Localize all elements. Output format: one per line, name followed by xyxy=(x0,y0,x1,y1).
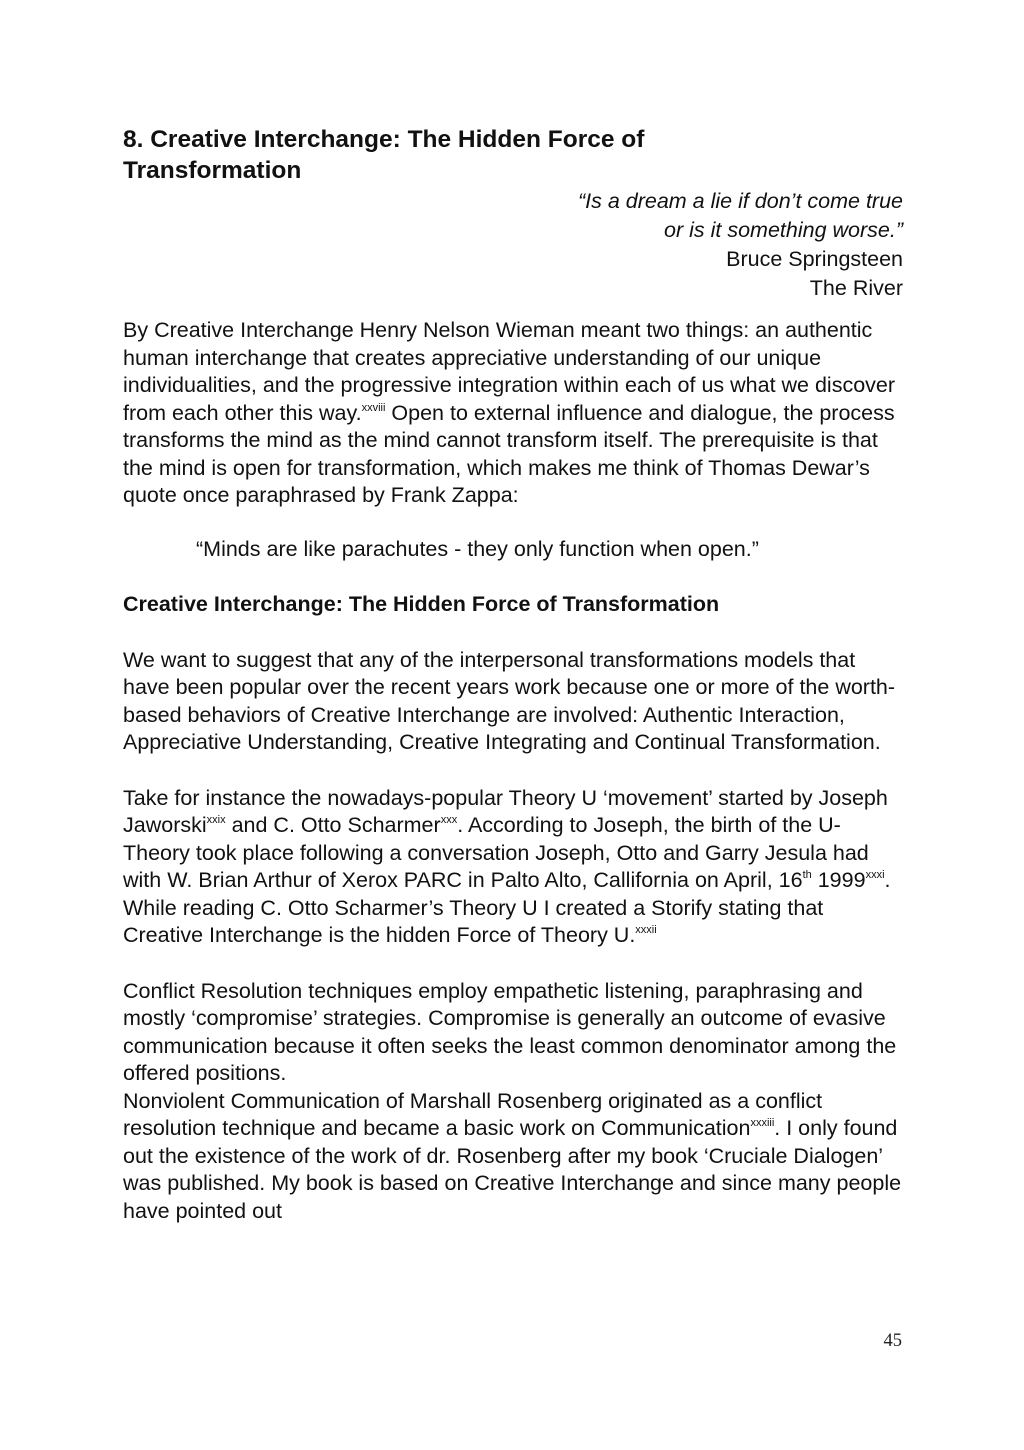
footnote-ref-xxx: xxx xyxy=(440,814,458,826)
footnote-ref-xxix: xxix xyxy=(206,814,226,826)
theory-u-text-b: and C. Otto Scharmer xyxy=(225,813,441,837)
footnote-ref-xxxi: xxxi xyxy=(865,869,885,881)
intro-paragraph xyxy=(123,317,903,510)
conflict-text-c: . I only found out the existence of the work of dr. Rosenberg after my book ‘Cruciale Dialogen’ was published. My book is based on Creative Interchange and since many people have pointed out xyxy=(123,1116,902,1223)
epigraph xyxy=(123,187,903,303)
document-page xyxy=(123,124,903,1225)
footnote-ref-xxxiii: xxxiii xyxy=(750,1117,775,1129)
conflict-text-b: Nonviolent Communication of Marshall Rosenberg originated as a conflict resolution technique and became a basic work on Communication xyxy=(123,1088,823,1140)
paragraph-suggest: We want to suggest that any of the interpersonal transformations models that have been popular over the recent years work because one or more of the worth-based behaviors of Creative Interchange are involved: Authentic Interaction, Appreciative Understanding, Creative Integrating and Continual Transformation. xyxy=(123,647,896,754)
epigraph-source: The River xyxy=(809,276,903,300)
theory-u-text-a: Take for instance the nowadays-popular Theory U ‘movement’ started by Joseph Jaworski xyxy=(123,785,888,837)
section-heading: Creative Interchange: The Hidden Force of Transformation xyxy=(123,592,720,616)
epigraph-line-2: or is it something worse.” xyxy=(664,218,903,242)
footnote-ref-xxxii: xxxii xyxy=(635,924,657,936)
epigraph-line-1: “Is a dream a lie if don’t come true xyxy=(577,189,903,213)
superscript-th: th xyxy=(802,869,812,881)
intro-text-a: By Creative Interchange Henry Nelson Wieman meant two things: an authentic human interchange that creates appreciative understanding of our unique individualities, and the progressive integration within each of us what we discover from each other this way. xyxy=(123,318,896,425)
theory-u-text-d: 1999 xyxy=(811,868,866,892)
footnote-ref-xxviii: xxviii xyxy=(361,401,386,414)
intro-text-b: Open to external influence and dialogue, the process transforms the mind as the mind cannot transform itself. The prerequisite is that the mind is open for transformation, which makes me think of Thomas Dewar’s quote once paraphrased by Frank Zappa: xyxy=(123,400,895,507)
theory-u-text-c: . According to Joseph, the birth of the U-Theory took place following a conversation Joseph, Otto and Garry Jesula had with W. Brian Arthur of Xerox PARC in Palto Alto, Callifornia on April, 16 xyxy=(123,813,869,892)
chapter-title-line-2: Transformation xyxy=(123,157,302,184)
chapter-title-line-1: 8. Creative Interchange: The Hidden Force of xyxy=(123,126,645,153)
epigraph-author: Bruce Springsteen xyxy=(726,247,903,271)
conflict-text-a: Conflict Resolution techniques employ empathetic listening, paraphrasing and mostly ‘compromise’ strategies. Compromise is generally an outcome of evasive communication because it often seeks the least common denominator among the offered positions. xyxy=(123,978,897,1085)
theory-u-text-e: . While reading C. Otto Scharmer’s Theory U I created a Storify stating that Creative Interchange is the hidden Force of Theory U. xyxy=(123,868,891,947)
paragraph-conflict-resolution xyxy=(123,978,903,1226)
page-number: 45 xyxy=(883,1331,902,1351)
paragraph-theory-u xyxy=(123,785,903,950)
chapter-title xyxy=(123,124,903,186)
block-quote: “Minds are like parachutes - they only function when open.” xyxy=(196,536,759,561)
